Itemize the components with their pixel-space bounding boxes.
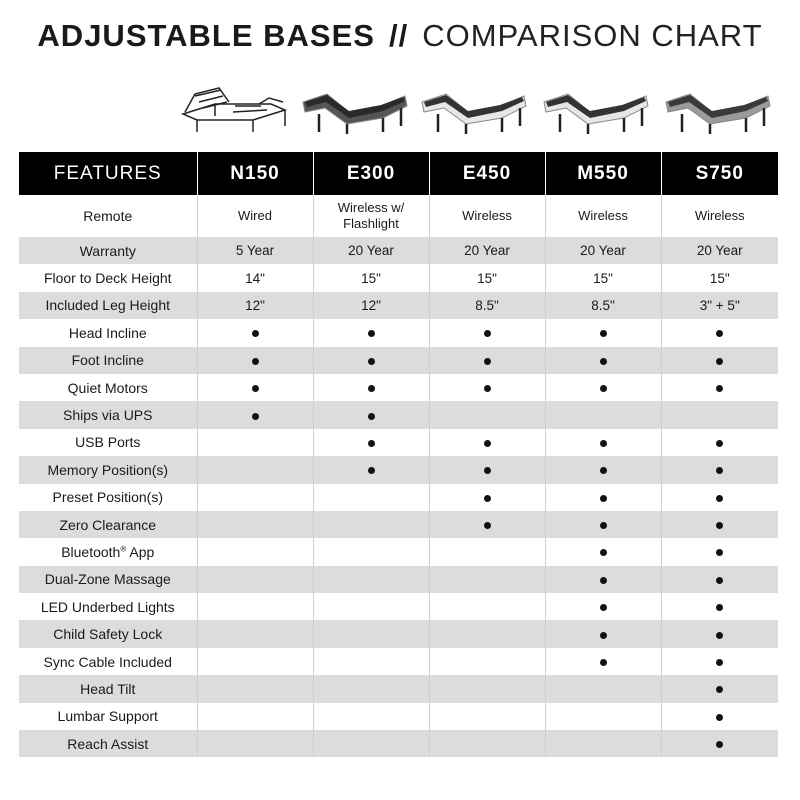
feature-cell [197,675,313,702]
feature-cell [429,347,545,374]
remote-cell: Wired [197,195,313,237]
value-cell: 15" [545,264,661,291]
table-row [19,648,778,675]
included-dot-icon [716,440,723,447]
feature-label-text: Zero Clearance [59,516,156,533]
included-dot-icon [600,385,607,392]
feature-cell [429,566,545,593]
value-cell: 8.5" [545,292,661,319]
table-row [19,374,778,401]
feature-cell [313,620,429,647]
included-dot-icon [716,577,723,584]
included-dot-icon [484,385,491,392]
included-dot-icon [716,467,723,474]
feature-cell [429,620,545,647]
feature-label-suffix: App [126,543,155,560]
table-body [19,195,778,757]
table-row [19,566,778,593]
included-dot-icon [484,358,491,365]
feature-cell [197,648,313,675]
table-row [19,195,778,237]
feature-cell [661,401,778,428]
feature-label [19,456,197,483]
value-cell: 20 Year [313,237,429,264]
feature-cell [313,566,429,593]
value-cell: 15" [709,270,730,286]
feature-cell [197,566,313,593]
feature-cell [545,374,661,401]
feature-cell [545,347,661,374]
feature-cell [429,484,545,511]
feature-label-text: Lumbar Support [57,708,158,725]
feature-cell [545,484,661,511]
feature-label: Warranty [19,237,197,264]
feature-cell [313,456,429,483]
value-cell: 5 Year [197,237,313,264]
included-dot-icon [600,632,607,639]
table-row [19,237,778,264]
included-dot-icon [716,659,723,666]
feature-cell [661,484,778,511]
table-row [19,703,778,730]
feature-cell [313,511,429,538]
feature-cell [661,319,778,346]
registered-mark: ® [120,544,127,554]
feature-cell [429,401,545,428]
table-row [19,538,778,565]
feature-cell [313,675,429,702]
feature-cell [197,538,313,565]
s750-bed-image [660,76,776,136]
feature-cell [545,511,661,538]
value-cell: 15" [313,264,429,291]
included-dot-icon [368,467,375,474]
feature-cell [429,538,545,565]
feature-cell [197,730,313,757]
feature-cell [313,374,429,401]
feature-label [19,620,197,647]
feature-cell [197,511,313,538]
value-cell: 15" [429,264,545,291]
feature-cell [429,593,545,620]
model-header-s750: S750 [661,152,778,195]
feature-label-text: USB Ports [75,434,141,451]
feature-cell [313,401,429,428]
feature-cell [545,456,661,483]
value-cell: 14" [197,264,313,291]
included-dot-icon [600,604,607,611]
table-row [19,401,778,428]
included-dot-icon [368,358,375,365]
feature-label-text: Dual-Zone Massage [44,571,171,588]
included-dot-icon [716,522,723,529]
feature-label [19,648,197,675]
included-dot-icon [716,741,723,748]
included-dot-icon [484,495,491,502]
included-dot-icon [600,577,607,584]
included-dot-icon [716,686,723,693]
table-row [19,292,778,319]
table-row [19,456,778,483]
feature-cell [197,401,313,428]
feature-cell [429,511,545,538]
feature-cell [545,429,661,456]
m550-bed-image [538,76,654,136]
remote-cell: Wireless [694,208,745,223]
feature-label [19,429,197,456]
value-cell: 20 Year [661,237,778,264]
feature-label [19,593,197,620]
value-cell: 20 Year [545,237,661,264]
included-dot-icon [716,330,723,337]
remote-cell: Wireless [429,195,545,237]
feature-cell [429,374,545,401]
feature-cell [661,538,778,565]
feature-cell [429,456,545,483]
feature-cell [429,429,545,456]
feature-label-text: LED Underbed Lights [40,598,175,615]
included-dot-icon [600,549,607,556]
feature-label-text: Memory Position(s) [47,461,169,478]
included-dot-icon [716,495,723,502]
e450-bed-image [416,76,532,136]
page-title [0,18,800,54]
feature-cell [197,620,313,647]
feature-cell [197,429,313,456]
included-dot-icon [484,440,491,447]
value-cell: 8.5" [429,292,545,319]
feature-label [19,703,197,730]
included-dot-icon [368,385,375,392]
feature-label-text: Preset Position(s) [52,489,163,506]
feature-cell [661,566,778,593]
feature-cell [661,456,778,483]
feature-cell [197,456,313,483]
included-dot-icon [600,522,607,529]
included-dot-icon [716,549,723,556]
included-dot-icon [600,358,607,365]
included-dot-icon [252,358,259,365]
feature-cell [661,703,778,730]
feature-cell [661,730,778,757]
table-row [19,429,778,456]
feature-cell [661,648,778,675]
feature-label [19,484,197,511]
feature-label: Included Leg Height [19,292,197,319]
feature-cell [313,319,429,346]
title-bold: ADJUSTABLE BASES [37,18,375,53]
feature-cell [313,429,429,456]
comparison-table [19,152,778,757]
model-header-e300: E300 [313,152,429,195]
table-row [19,730,778,757]
feature-cell [313,703,429,730]
model-header-m550: M550 [545,152,661,195]
feature-label-text: Head Incline [68,324,147,341]
feature-label [19,401,197,428]
feature-cell [313,484,429,511]
feature-label-text: Bluetooth [61,543,121,560]
value-cell: 20 Year [429,237,545,264]
feature-cell [545,675,661,702]
features-header: FEATURES [19,152,197,195]
feature-cell [429,675,545,702]
table-row [19,593,778,620]
feature-label-text: Ships via UPS [63,407,153,424]
feature-label-text: Foot Incline [71,352,144,369]
table-row [19,347,778,374]
title-separator: // [388,18,409,53]
feature-cell [661,593,778,620]
feature-cell [661,511,778,538]
feature-label: Floor to Deck Height [19,264,197,291]
feature-label-text: Reach Assist [67,735,149,752]
included-dot-icon [600,330,607,337]
included-dot-icon [252,385,259,392]
feature-cell [313,648,429,675]
included-dot-icon [368,330,375,337]
bed-images-row [175,76,780,136]
feature-cell [545,566,661,593]
table-row [19,484,778,511]
included-dot-icon [484,467,491,474]
included-dot-icon [716,358,723,365]
feature-label [19,730,197,757]
title-light: COMPARISON CHART [422,18,763,53]
feature-label [19,511,197,538]
feature-label [19,319,197,346]
included-dot-icon [252,330,259,337]
feature-cell [661,675,778,702]
model-header-n150: N150 [197,152,313,195]
feature-cell [661,429,778,456]
feature-cell [545,730,661,757]
header-row [19,152,778,195]
included-dot-icon [716,714,723,721]
feature-label-text: Quiet Motors [67,379,148,396]
feature-cell [197,484,313,511]
feature-cell [545,319,661,346]
feature-label [19,566,197,593]
feature-cell [661,347,778,374]
feature-label: Remote [19,195,197,237]
value-cell: 12" [197,292,313,319]
included-dot-icon [252,413,259,420]
feature-cell [313,730,429,757]
e300-bed-image [297,76,413,136]
feature-cell [197,374,313,401]
remote-cell: Wireless [545,195,661,237]
value-cell: 3" + 5" [661,292,778,319]
feature-cell [545,620,661,647]
feature-cell [197,703,313,730]
feature-cell [545,703,661,730]
included-dot-icon [600,440,607,447]
feature-cell [545,538,661,565]
feature-cell [661,374,778,401]
included-dot-icon [716,604,723,611]
included-dot-icon [600,467,607,474]
feature-label [19,347,197,374]
feature-cell [313,538,429,565]
included-dot-icon [368,440,375,447]
table-row [19,511,778,538]
value-cell: 12" [313,292,429,319]
feature-cell [429,319,545,346]
included-dot-icon [600,659,607,666]
remote-cell: Wireless w/ Flashlight [313,195,429,237]
feature-cell [197,347,313,374]
feature-cell [429,730,545,757]
feature-label [19,675,197,702]
included-dot-icon [368,413,375,420]
feature-label-text: Sync Cable Included [43,653,172,670]
feature-cell [429,648,545,675]
feature-cell [197,319,313,346]
feature-label-text: Child Safety Lock [53,626,163,643]
included-dot-icon [600,495,607,502]
included-dot-icon [716,632,723,639]
feature-cell [545,401,661,428]
feature-cell [545,648,661,675]
feature-cell [545,593,661,620]
feature-cell [313,347,429,374]
included-dot-icon [716,385,723,392]
included-dot-icon [484,330,491,337]
table-row [19,675,778,702]
feature-cell [661,620,778,647]
feature-label [19,538,197,565]
table-row [19,620,778,647]
feature-cell [197,593,313,620]
model-header-e450: E450 [429,152,545,195]
n150-bed-image [175,76,291,136]
table-row [19,319,778,346]
included-dot-icon [484,522,491,529]
feature-cell [313,593,429,620]
feature-label [19,374,197,401]
feature-label-text: Head Tilt [80,680,136,697]
table-row [19,264,778,291]
feature-cell [429,703,545,730]
